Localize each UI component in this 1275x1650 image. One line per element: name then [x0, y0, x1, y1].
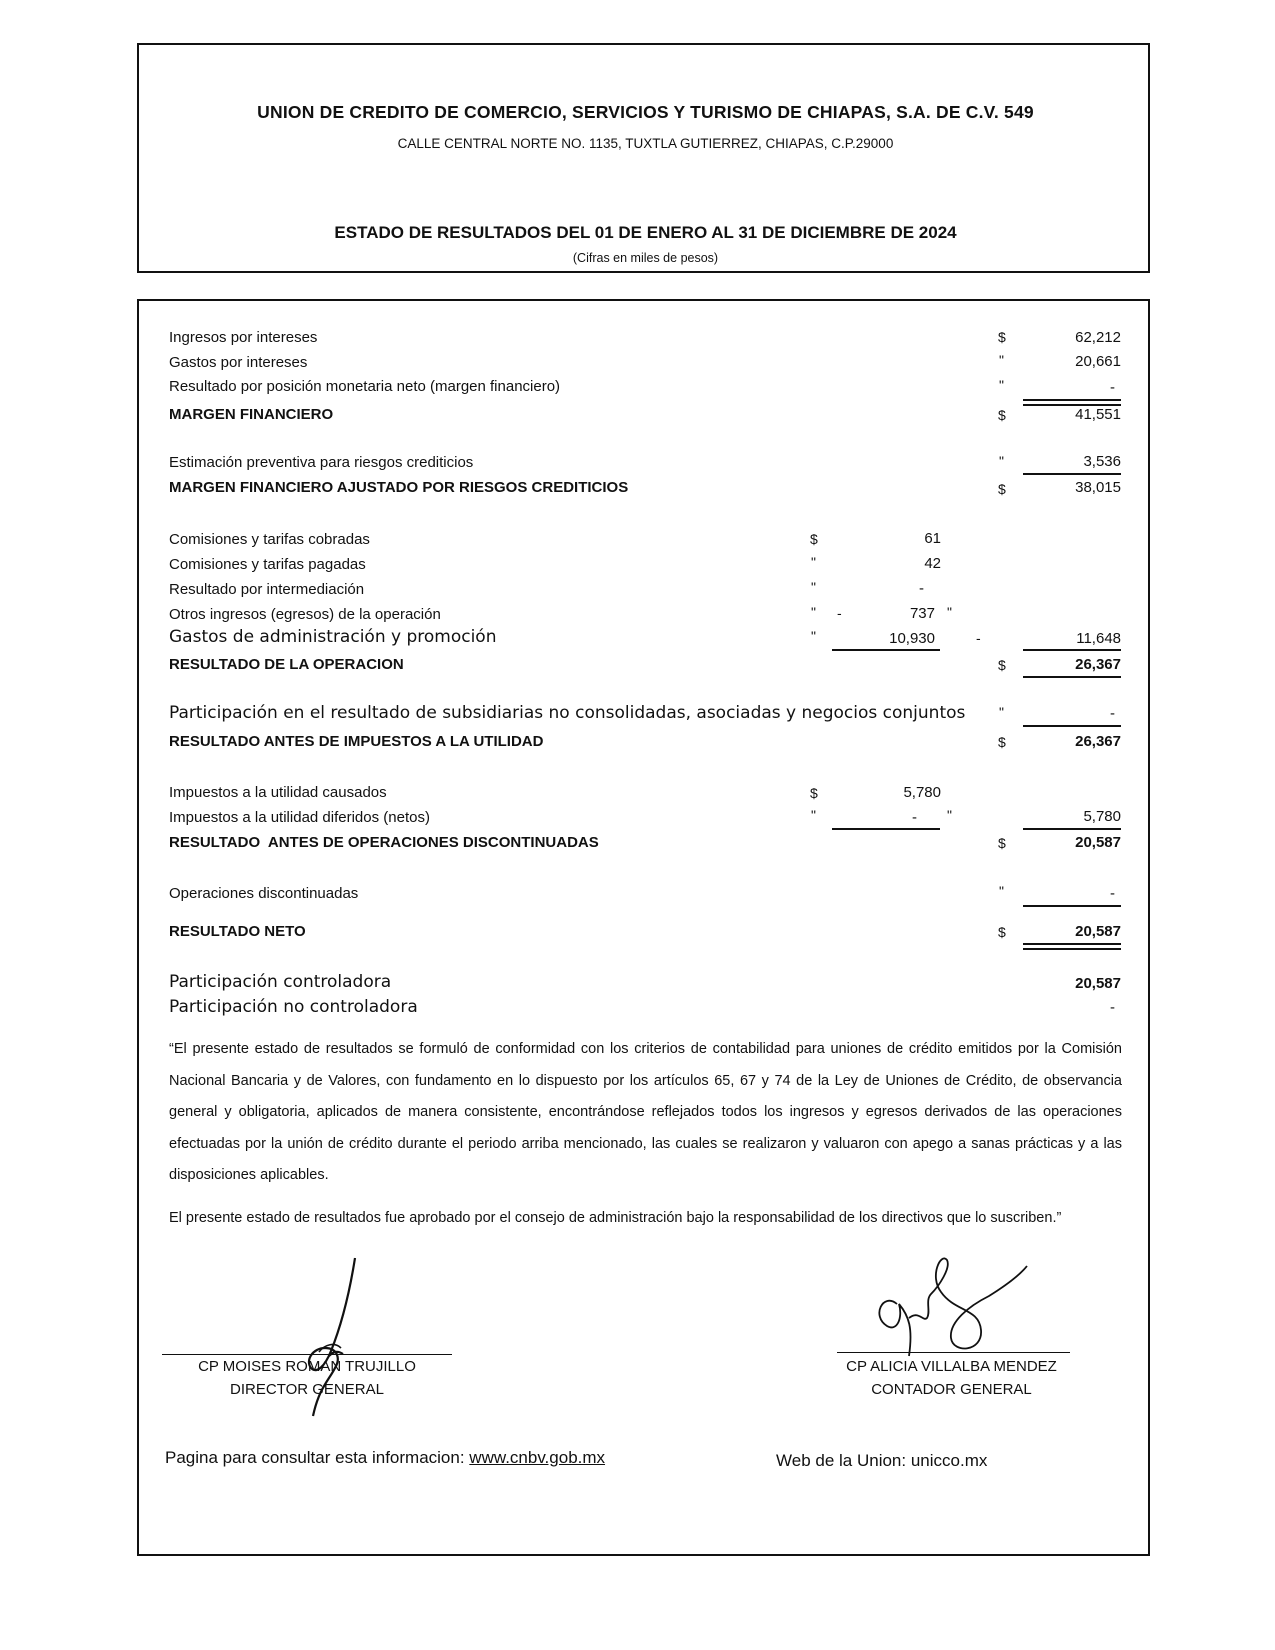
- row-label-operaciones-discontinuadas: Operaciones discontinuadas: [169, 885, 359, 902]
- row-label-estimacion: Estimación preventiva para riesgos crediticios: [169, 454, 474, 471]
- value-impuestos-diferidos: -: [912, 809, 917, 826]
- signer-name-right: CP ALICIA VILLALBA MENDEZ: [846, 1358, 1057, 1375]
- footer-web-label: Web de la Union:: [776, 1451, 907, 1470]
- value-impuestos-causados: 5,780: [903, 784, 941, 801]
- ditto-mark: ": [999, 883, 1004, 899]
- value-gastos-admin: 10,930: [889, 630, 935, 647]
- row-label-resultado-neto: RESULTADO NETO: [169, 923, 306, 940]
- value-operaciones-discontinuadas: -: [1110, 885, 1115, 902]
- subtotal-rule: [1023, 649, 1121, 651]
- approval-paragraph: El presente estado de resultados fue aprobado por el consejo de administración bajo la responsabilidad de los directivos que lo suscriben.”: [169, 1210, 1062, 1226]
- row-label-gastos-intereses: Gastos por intereses: [169, 354, 308, 371]
- value-comisiones-cobradas: 61: [924, 530, 941, 547]
- currency-symbol: $: [998, 734, 1006, 750]
- row-label-gastos-admin: Gastos de administración y promoción: [169, 627, 497, 647]
- value-estimacion: 3,536: [1083, 453, 1121, 470]
- currency-symbol: $: [810, 531, 818, 547]
- header-box: [137, 43, 1150, 273]
- signer-name-left: CP MOISES ROMAN TRUJILLO: [198, 1358, 416, 1375]
- footer-web-value: unicco.mx: [910, 1451, 988, 1470]
- subtotal-rule: [832, 649, 940, 651]
- footer-consult: [165, 1448, 605, 1468]
- underline-rule: [1023, 676, 1121, 678]
- signature-line-right: [837, 1352, 1070, 1353]
- value-margen-financiero: 41,551: [1075, 406, 1121, 423]
- ditto-mark: ": [999, 704, 1004, 720]
- row-label-intermediacion: Resultado por intermediación: [169, 581, 365, 598]
- currency-symbol: $: [998, 835, 1006, 851]
- value-resultado-posicion: -: [1110, 379, 1115, 396]
- footer-web: [776, 1451, 987, 1471]
- value-comisiones-pagadas: 42: [924, 555, 941, 572]
- value-resultado-antes-impuestos: 26,367: [1075, 733, 1121, 750]
- row-label-comisiones-cobradas: Comisiones y tarifas cobradas: [169, 531, 370, 548]
- row-label-resultado-operacion: RESULTADO DE LA OPERACION: [169, 656, 404, 673]
- row-label-margen-ajustado: MARGEN FINANCIERO AJUSTADO POR RIESGOS CREDITICIOS: [169, 479, 629, 496]
- ditto-mark: ": [999, 453, 1004, 469]
- currency-symbol: $: [998, 407, 1006, 423]
- row-label-participacion-controladora: Participación controladora: [169, 972, 392, 992]
- statement-subtitle: (Cifras en miles de pesos): [572, 251, 719, 265]
- row-label-resultado-antes-impuestos: RESULTADO ANTES DE IMPUESTOS A LA UTILIDAD: [169, 733, 544, 750]
- signer-title-right: CONTADOR GENERAL: [871, 1381, 1032, 1398]
- subtotal-rule: [832, 828, 940, 830]
- subtotal-rule: [1023, 828, 1121, 830]
- ditto-mark: ": [811, 628, 816, 644]
- currency-symbol: $: [998, 657, 1006, 673]
- row-label-ingresos-intereses: Ingresos por intereses: [169, 329, 318, 346]
- ditto-mark: ": [811, 554, 816, 570]
- currency-symbol: $: [810, 785, 818, 801]
- ditto-mark: ": [811, 579, 816, 595]
- value-resultado-antes-discontinuadas: 20,587: [1075, 834, 1121, 851]
- row-label-impuestos-causados: Impuestos a la utilidad causados: [169, 784, 387, 801]
- statement-title: ESTADO DE RESULTADOS DEL 01 DE ENERO AL 31 DE DICIEMBRE DE 2024: [334, 223, 957, 242]
- ditto-mark: ": [947, 807, 952, 823]
- row-label-impuestos-diferidos: Impuestos a la utilidad diferidos (netos): [169, 809, 430, 826]
- statement-body: [137, 299, 1150, 1556]
- value-resultado-neto: 20,587: [1075, 923, 1121, 940]
- row-label-participacion-subsidiarias: Participación en el resultado de subsidiarias no consolidadas, asociadas y negocios conjuntos: [169, 703, 966, 723]
- company-name: UNION DE CREDITO DE COMERCIO, SERVICIOS Y TURISMO DE CHIAPAS, S.A. DE C.V. 549: [257, 102, 1034, 122]
- subtotal-rule: [1023, 905, 1121, 907]
- company-address: CALLE CENTRAL NORTE NO. 1135, TUXTLA GUTIERREZ, CHIAPAS, C.P.29000: [397, 136, 894, 151]
- value-participacion-subsidiarias: -: [1110, 705, 1115, 722]
- value-participacion-controladora: 20,587: [1075, 975, 1121, 992]
- value-resultado-operacion: 26,367: [1075, 656, 1121, 673]
- value-participacion-no-controladora: -: [1110, 999, 1115, 1016]
- ditto-mark: ": [811, 807, 816, 823]
- value-intermediacion: -: [919, 580, 924, 597]
- currency-symbol: $: [998, 481, 1006, 497]
- currency-symbol: $: [998, 924, 1006, 940]
- row-label-margen-financiero: MARGEN FINANCIERO: [169, 406, 334, 423]
- currency-symbol: $: [998, 329, 1006, 345]
- signer-title-left: DIRECTOR GENERAL: [230, 1381, 384, 1398]
- value-margen-ajustado: 38,015: [1075, 479, 1121, 496]
- subtotal-rule: [1023, 725, 1121, 727]
- minus-sign: -: [976, 630, 981, 646]
- note-paragraph: “El presente estado de resultados se formuló de conformidad con los criterios de contabilidad para uniones de crédito emitidos por la Comisión Nacional Bancaria y de Valores, con fundamento en lo dispuesto por los artículos 65, 67 y 74 de la Ley de Uniones de Crédito, de observancia general y obligatoria, aplicados de manera consistente, encontrándose reflejados todos los ingresos y egresos derivados de las operaciones efectuadas por la unión de crédito durante el periodo arriba mencionado, las cuales se realizaron y valuaron con apego a sanas prácticas y a las disposiciones aplicables.: [169, 1041, 1122, 1183]
- signature-line-left: [162, 1354, 452, 1355]
- total-gastos-admin: 11,648: [1076, 630, 1121, 647]
- total-impuestos-diferidos: 5,780: [1083, 808, 1121, 825]
- row-label-participacion-no-controladora: Participación no controladora: [169, 997, 418, 1017]
- row-label-comisiones-pagadas: Comisiones y tarifas pagadas: [169, 556, 366, 573]
- subtotal-rule: [1023, 473, 1121, 475]
- cnbv-link[interactable]: www.cnbv.gob.mx: [469, 1448, 606, 1467]
- total-rule: [1023, 399, 1121, 406]
- footer-consult-label: Pagina para consultar esta informacion:: [165, 1448, 465, 1467]
- total-rule: [1023, 943, 1121, 950]
- row-label-resultado-antes-discontinuadas: RESULTADO ANTES DE OPERACIONES DISCONTINUADAS: [169, 834, 599, 851]
- ditto-mark: ": [947, 604, 952, 620]
- row-label-resultado-posicion: Resultado por posición monetaria neto (margen financiero): [169, 378, 561, 395]
- ditto-mark: ": [999, 377, 1004, 393]
- signature-left-image: [289, 1256, 429, 1426]
- minus-sign: -: [837, 605, 842, 621]
- signature-right-image: [869, 1256, 1039, 1366]
- ditto-mark: ": [811, 604, 816, 620]
- row-label-otros-ingresos: Otros ingresos (egresos) de la operación: [169, 606, 441, 623]
- ditto-mark: ": [999, 352, 1004, 368]
- value-gastos-intereses: 20,661: [1075, 353, 1121, 370]
- value-otros-ingresos: 737: [909, 605, 935, 622]
- value-ingresos-intereses: 62,212: [1075, 329, 1121, 346]
